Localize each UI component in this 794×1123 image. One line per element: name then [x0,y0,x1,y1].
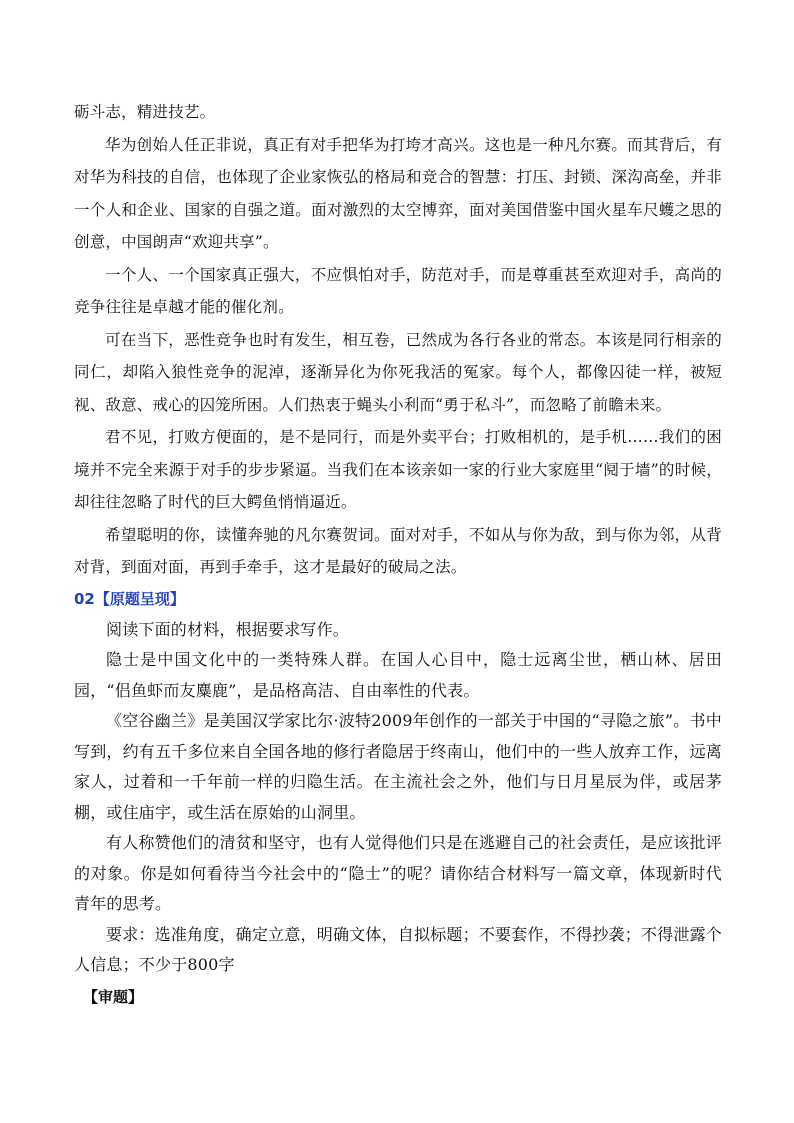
essay-paragraph-6: 希望聪明的你，读懂奔驰的凡尔赛贺词。面对对手，不如从与你为敌，到与你为邻，从背对背，到面对面，再到手牵手，这才是最好的破局之法。 [74,525,722,576]
document-page [74,96,722,1013]
essay-paragraph-1: 砺斗志，精进技艺。 [74,103,216,121]
essay-paragraph-4: 可在当下，恶性竞争也时有发生，相互卷，已然成为各行各业的常态。本该是同行相亲的同仁，却陷入狼性竞争的泥淖，逐渐异化为你死我活的冤家。每个人，都像囚徒一样，被短视、敌意、戒心的囚笼所困。人们热衷于蝇头小利而“勇于私斗”，而忽略了前瞻未来。 [74,330,722,414]
prompt-paragraph-4: 有人称赞他们的清贫和坚守，也有人觉得他们只是在逃避自己的社会责任，是应该批评的对象。你是如何看待当今社会中的“隐士”的呢？请你结合材料写一篇文章，体现新时代青年的思考。 [74,833,722,913]
prompt-paragraph-3: 《空谷幽兰》是美国汉学家比尔·波特2009年创作的一部关于中国的“寻隐之旅”。书中写到，约有五千多位来自全国各地的修行者隐居于终南山，他们中的一些人放弃工作，远离家人，过着和一千年前一样的归隐生活。在主流社会之外，他们与日月星辰为伴，或居茅棚，或住庙宇，或生活在原始的山洞里。 [74,711,723,822]
prompt-paragraph-1: 阅读下面的材料，根据要求写作。 [106,619,350,639]
prompt-requirements: 要求：选准角度，确定立意，明确文体，自拟标题；不要套作，不得抄袭；不得泄露个人信息；不少于800字 [74,924,722,974]
essay-sample-section [74,96,722,584]
section-heading: 02【原题呈现】 [74,589,185,608]
prompt-section [74,615,722,981]
essay-paragraph-5: 君不见，打败方便面的，是不是同行，而是外卖平台；打败相机的，是手机……我们的困境并不完全来源于对手的步步紧逼。当我们在本该亲如一家的行业大家庭里“阋于墙”的时候，却往往忽略了时代的巨大鳄鱼悄悄逼近。 [74,428,722,511]
review-label: 【审题】 [83,987,144,1006]
essay-paragraph-2: 华为创始人任正非说，真正有对手把华为打垮才高兴。这也是一种凡尔赛。而其背后，有对华为科技的自信，也体现了企业家恢弘的格局和竞合的智慧：打压、封锁、深沟高垒，并非一个人和企业、国家的自强之道。面对激烈的太空博弈，面对美国借鉴中国火星车尺蠖之思的创意，中国朗声“欢迎共享”。 [74,135,722,251]
essay-paragraph-3: 一个人、一个国家真正强大，不应惧怕对手，防范对手，而是尊重甚至欢迎对手，高尚的竞争往往是卓越才能的催化剂。 [74,265,722,316]
prompt-paragraph-2: 隐士是中国文化中的一类特殊人群。在国人心目中，隐士远离尘世，栖山林、居田园，“侣鱼虾而友麋鹿”，是品格高洁、自由率性的代表。 [74,650,722,700]
